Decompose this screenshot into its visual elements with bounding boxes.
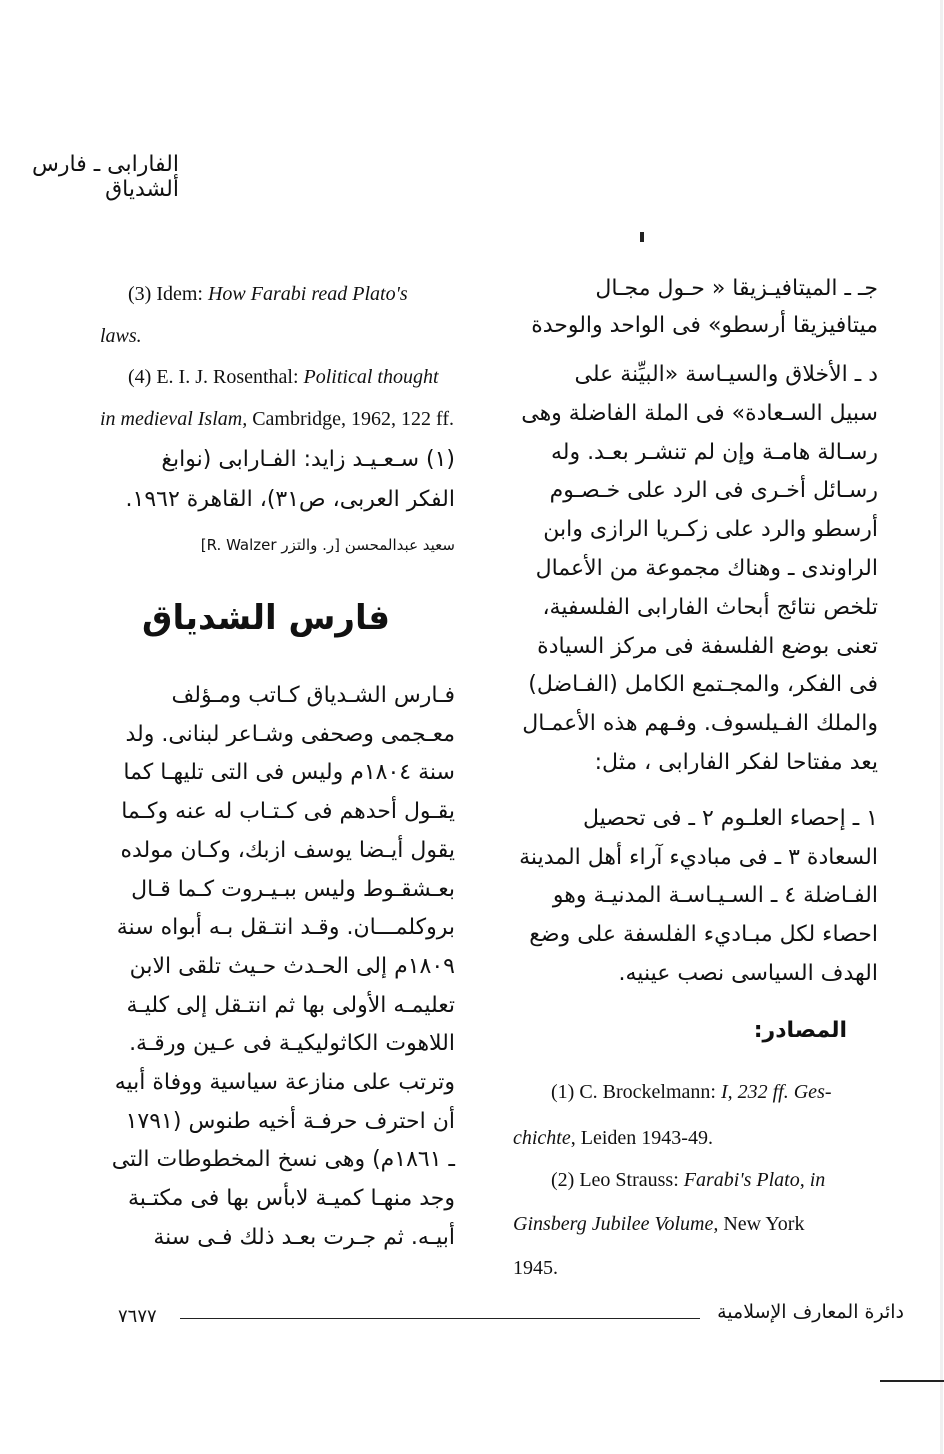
text-line: جـ ـ الميتافيـزيقا « حـول مجـال (595, 276, 878, 301)
text-line: أرسطو والرد على زكـريا الرازى وابن (543, 517, 878, 543)
text-line: معـجمى وصحفى وشـاعر لبنانى. ولد (125, 721, 455, 747)
reference-3 (100, 273, 455, 357)
text-line: أن احترف حرفـة أخيه طنوس (١٧٩١ (125, 1108, 455, 1134)
text-line: ـ ١٨٦١م) وهى نسخ المخطوطات التى (111, 1147, 455, 1173)
text-line: تعنى بوضع الفلسفة فى مركز السيادة (537, 633, 878, 659)
scan-edge (940, 0, 943, 1454)
text-line: فى الفكر، والمجـتمع الكامل (الفـاضل) (528, 672, 878, 698)
article-body (100, 677, 455, 1258)
article-author-line: سعيد عبدالمحسن [ر. والتزر R. Walzer] (200, 536, 455, 554)
ref-title: chichte (513, 1127, 571, 1149)
text-line: تلخص نتائج أبحاث الفارابى الفلسفية، (542, 594, 878, 620)
paragraph-metaphysics (513, 270, 878, 344)
text-line: وجد منهـا كميـة لابأس بها فى مكتـبة (127, 1186, 455, 1212)
ref-text: Cambridge, 1962, 122 ff. (247, 408, 455, 430)
text-line: سنة ١٨٠٤م وليس فى التى تليهـا كما (123, 760, 455, 786)
ref-text: , Leiden 1943-49. (570, 1127, 713, 1149)
page-number: ٧٦٧٧ (118, 1306, 157, 1327)
text-line: وترتب على منازعة سياسية ووفاة أبيه (114, 1070, 455, 1096)
scan-tick-mark (640, 232, 644, 242)
footer-rule (180, 1318, 700, 1319)
ref-text: (2) Leo Strauss: (551, 1169, 684, 1191)
text-line: الهدف السياسى نصب عينيه. (618, 960, 878, 986)
ref-title: Ginsberg Jubilee Volume, (513, 1213, 719, 1235)
text-line: بعـشقـوط وليس ببـيـروت كـما قـال (131, 876, 455, 902)
ref-title: Political thought (303, 366, 439, 388)
running-head: الفارابى ـ فارس ألشدياق (32, 152, 179, 202)
ref-title: Farabi's Plato, in (683, 1169, 826, 1191)
text-line: ١ ـ إحصاء العلـوم ٢ ـ فى تحصيل (582, 806, 878, 831)
text-line: يقـول أحدهم فى كـتـاب له عنه وكـما (121, 799, 455, 825)
text-line: تعليمـه الأولى بها ثم انتـقل إلى كليـة (126, 992, 455, 1018)
ref-title: in medieval Islam, (100, 408, 248, 430)
paragraph-ethics-politics (513, 356, 878, 783)
text-line: (١) سـعـيـد زايد: الفـارابى (نوابغ (161, 447, 455, 472)
text-line: د ـ الأخلاق والسيـاسة «البيِّنة على (574, 362, 878, 387)
scan-edge-mark (880, 1380, 944, 1382)
ref-text: New York (718, 1213, 805, 1235)
text-line: الراوندى ـ وهناك مجموعة من الأعمال (535, 555, 878, 581)
text-line: ١٨٠٩م إلى الحـدث حـيث تلقى الابن (129, 953, 455, 979)
ref-title: I, 232 ff. Ges- (720, 1081, 832, 1103)
reference-1 (513, 1069, 878, 1161)
reference-4 (100, 356, 455, 440)
ref-title: How Farabi read Plato's (207, 283, 408, 305)
ref-text: (3) Idem: (128, 283, 208, 305)
text-line: فـارس الشـدياق كـاتب ومـؤلف (171, 683, 455, 708)
text-line: رسـائل أخـرى فى الرد على خـصـوم (549, 478, 878, 504)
text-line: الفكر العربى، ص٣١)، القاهرة ١٩٦٢. (125, 487, 455, 512)
text-line: أبيـه. ثم جـرت بعـد ذلك فـى سنة (153, 1224, 455, 1250)
text-line: اللاهوت الكاثوليكيـة فى عـين ورقـة. (129, 1031, 455, 1057)
ref-text: 1945. (513, 1257, 558, 1279)
text-line: والملك الفـيلسوف. وفـهم هذه الأعمـال (522, 711, 878, 737)
text-line: رسـالة هامـة وإن لم تنشـر بعـد. وله (550, 439, 878, 465)
text-line: الفـاضلة ٤ ـ السـيـاسـة المدنيـة وهو (552, 883, 878, 909)
reference-arabic (100, 440, 455, 520)
text-line: سبيل السـعادة» فى الملة الفاضلة وهى (521, 400, 878, 426)
text-line: السعادة ٣ ـ فى مباديء آراء أهل المدينة (519, 844, 878, 870)
reference-2 (513, 1158, 878, 1290)
sources-heading: المصادر: (753, 1018, 847, 1043)
text-line: بروكلمـــان. وقـد انتـقل بـه أبواه سنة (116, 915, 455, 941)
text-line: ميتافيزيقا أرسطو» فى الواحد والوحدة (531, 313, 878, 338)
article-title: فارس الشدياق (142, 598, 390, 638)
text-line: يقول أيـضا يوسف ازبك، وكـان مولده (120, 837, 455, 863)
ref-text: (4) E. I. J. Rosenthal: (128, 366, 304, 388)
paragraph-works-list (513, 800, 878, 994)
text-line: يعد مفتاحا لفكر الفارابى ، مثل: (594, 749, 878, 775)
publication-name: دائرة المعارف الإسلامية (717, 1301, 904, 1323)
ref-title: laws. (100, 325, 142, 347)
ref-text: (1) C. Brockelmann: (551, 1081, 721, 1103)
text-line: احصاء لكل مبـاديء الفلسفة على وضع (529, 922, 878, 948)
